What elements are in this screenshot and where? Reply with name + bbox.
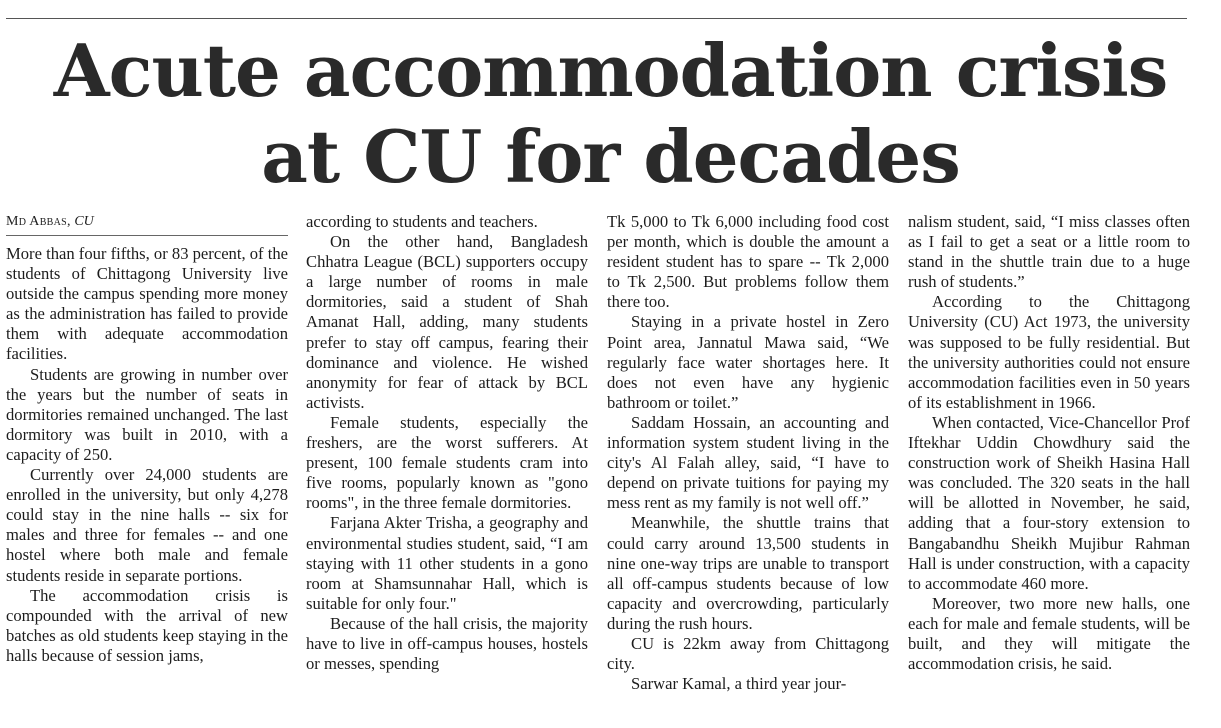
paragraph: When contacted, Vice-Chancellor Prof Iftekhar Uddin Chowdhury said the construction work of Sheikh Hasina Hall was concluded. The 320 seats in the hall will be allotted in November, he said, adding that a four-story extension to Bangabandhu Sheikh Mujibur Rahman Hall is under construction, with a capacity to accommodate 460 more. (908, 412, 1190, 593)
paragraph: Meanwhile, the shuttle trains that could carry around 13,500 students in nine one-way trips are unable to transport all off-campus students because of low capacity and overcrowding, particularly during the rush hours. (607, 513, 889, 633)
paragraph: According to the Chittagong University (CU) Act 1973, the university was supposed to be fully residential. But the university authorities could not ensure accommodation facilities even in 50 years of its establishment in 1966. (908, 292, 1190, 412)
paragraph: The accommodation crisis is compounded with the arrival of new batches as old students keep staying in the halls because of session jams, (6, 585, 288, 665)
headline-line-1: Acute accommodation crisis (53, 28, 1168, 113)
byline-location: CU (74, 214, 94, 229)
paragraph: Currently over 24,000 students are enrolled in the university, but only 4,278 could stay in the nine halls -- six for males and three for females -- and one hostel where both male and female students reside in separate portions. (6, 465, 288, 585)
byline (6, 212, 288, 236)
paragraph: Saddam Hossain, an accounting and information system student living in the city's Al Falah alley, said, “I have to depend on private tuitions for paying my mess rent as my family is not well off.” (607, 412, 889, 513)
headline-line-2: at CU for decades (261, 114, 960, 199)
paragraph: according to students and teachers. (306, 212, 538, 231)
column-4 (908, 212, 1190, 722)
column-1 (6, 212, 288, 722)
paragraph: Tk 5,000 to Tk 6,000 including food cost per month, which is double the amount a resident student has to spare -- Tk 2,000 to Tk 2,500. But problems follow them there too. (607, 212, 889, 312)
column-3 (607, 212, 889, 722)
paragraph: nalism student, said, “I miss classes often as I fail to get a seat or a little room to stand in the shuttle train due to a huge rush of students.” (908, 212, 1190, 292)
paragraph: More than four fifths, or 83 percent, of the students of Chittagong University live outside the campus spending more money as the administration has failed to provide them with adequate accommodation facilities. (6, 244, 288, 364)
paragraph: Female students, especially the freshers, are the worst sufferers. At present, 100 female students cram into five rooms, popularly known as "gono rooms", in the three female dormitories. (306, 412, 588, 513)
paragraph: Farjana Akter Trisha, a geography and environmental studies student, said, “I am staying with 11 other students in a gono room at Shamsunnahar Hall, which is suitable for only four." (306, 513, 588, 613)
paragraph: Moreover, two more new halls, one each for male and female students, will be built, and they will mitigate the accommodation crisis, he said. (908, 593, 1190, 674)
paragraph: Because of the hall crisis, the majority have to live in off-campus houses, hostels or messes, spending (306, 613, 588, 674)
paragraph: CU is 22km away from Chittagong city. (607, 633, 889, 674)
article-body (6, 212, 1190, 722)
headline (0, 28, 1221, 200)
top-rule (6, 18, 1187, 19)
paragraph: On the other hand, Bangladesh Chhatra League (BCL) supporters occupy a large number of rooms in male dormitories, said a student of Shah Amanat Hall, adding, many students prefer to stay off campus, fearing their dominance and violence. He wished anonymity for fear of attack by BCL activists. (306, 232, 588, 412)
paragraph: Staying in a private hostel in Zero Point area, Jannatul Mawa said, “We regularly face water shortages here. It does not even have any hygienic bathroom or toilet.” (607, 312, 889, 412)
column-2 (306, 212, 588, 722)
byline-name: Md Abbas, (6, 214, 71, 229)
paragraph: Sarwar Kamal, a third year jour- (631, 674, 847, 694)
paragraph: Students are growing in number over the years but the number of seats in dormitories remained unchanged. The last dormitory was built in 2010, with a capacity of 250. (6, 364, 288, 464)
